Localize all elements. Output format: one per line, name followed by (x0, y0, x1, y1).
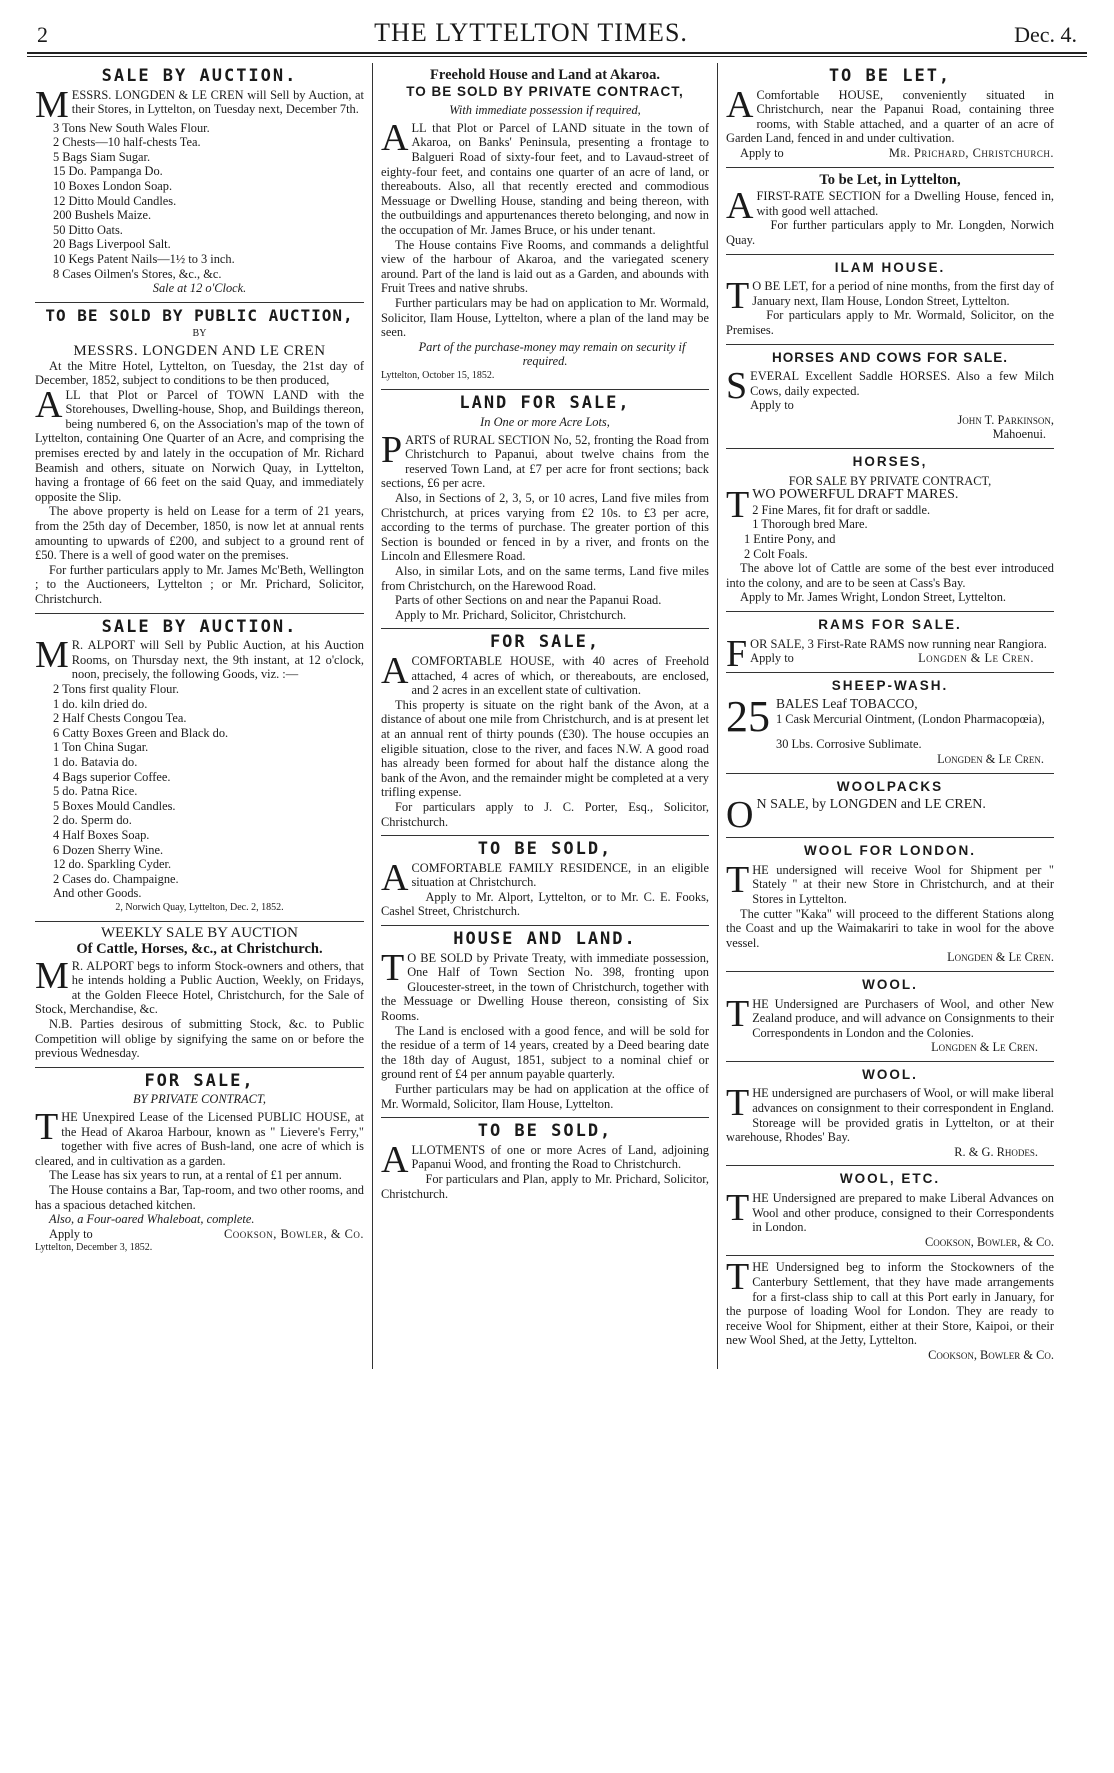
advert-body: The House contains a Bar, Tap-room, and two other rooms, and has a spacious detached kitchen. (35, 1182, 364, 1212)
advert-wool-etc (726, 1166, 1054, 1256)
advert-lead: WO POWERFUL DRAFT MARES. (752, 487, 959, 503)
advert-firm: Cookson, Bowler, & Co. (223, 1226, 364, 1241)
advert-heading: TO BE LET, (828, 66, 952, 86)
advert-body: R. ALPORT begs to inform Stock-owners and others, that he intends holding a Public Auction, Weekly, on Fridays, at the Golden Fleece Hotel, Christchurch, for the Sale of Stock, Merchandise, &c. (35, 958, 364, 1017)
advert-subheading: FOR SALE BY PRIVATE CONTRACT, (788, 473, 992, 488)
advert-line: 1 Cask Mercurial Ointment, (London Pharmacopœia), (776, 711, 1045, 726)
page-number: 2 (37, 22, 48, 47)
drop-cap: S (726, 365, 748, 408)
advert-footer: Sale at 12 o'Clock. (152, 281, 247, 296)
drop-cap: T (726, 858, 750, 901)
drop-cap: T (726, 484, 750, 527)
advert-body: Comfortable HOUSE, conveniently situated in Christchurch, near the Papanui Road, containing three rooms, with Stable attached, and a quarter of an acre of Garden Land, fenced in and under cultivation. (726, 87, 1054, 146)
list-item: 2 Chests—10 half-chests Tea. (53, 135, 201, 150)
advert-land-for-sale (381, 390, 709, 629)
advert-note: Part of the purchase-money may remain on security if required. (418, 339, 686, 369)
advert-heading: SALE BY AUCTION. (101, 616, 298, 637)
drop-cap: M (35, 634, 69, 677)
advert-location: Mahoenui. (992, 427, 1046, 442)
advert-body: LL that Plot or Parcel of LAND situate in the town of Akaroa, on Banks' Peninsula, presenting a frontage to Balgueri Road of sixty-four feet, and to Lavaud-street of eighty-four feet, and contains one quarter of an acre of land, or thereabouts. Also, all that recently erected and commodious Messuage or Dwelling House, standing and being thereon, with the outbuildings and appurtenances thereto belonging, and now in the occupation of Mr. James Bruce, or his under tenant. (381, 120, 709, 237)
advert-body: LL that Plot or Parcel of TOWN LAND with the Storehouses, Dwelling-house, Shop, and Buildings thereon, being numbered 6, on the Association's map of the town of Lyttelton, containing One Quarter of an Acre, and comprising the premises erected by and lately in the occupation of Mr. Richard Beamish and others, situate on Norwich Quay, in Lyttelton, having a frontage of 66 feet on the said Quay, and immediately opposite the Slip. (35, 387, 364, 504)
advert-heading: To be Let, in Lyttelton, (819, 171, 961, 188)
advert-heading: WOOL. (862, 1066, 918, 1082)
apply-label: Apply to (750, 651, 794, 666)
list-item: 1 Thorough bred Mare. (752, 517, 868, 532)
advert-heading: FOR SALE, (489, 632, 601, 653)
list-item: 1 Ton China Sugar. (53, 740, 149, 755)
advert-body: The Land is enclosed with a good fence, and will be sold for the residue of a term of 14 years, created by a Deed bearing date the 18th day of August, 1851, subject to a nominal chief or ground rent of £4 per annum payable quarterly. (381, 1023, 709, 1082)
advert-body: Also, in Sections of 2, 3, 5, or 10 acres, Land five miles from Christchurch, at prices varying from £2 10s. to £3 per acre, according to the terms of purchase. The greater portion of this Section is bounded or fenced in by a river, and fronts on the Lincoln and Ellesmere Road. (381, 491, 709, 564)
advert-contact: John T. Parkinson, (957, 412, 1054, 427)
advert-sheep-wash (726, 673, 1054, 774)
list-item: And other Goods. (53, 886, 142, 901)
advert-woolpacks (726, 774, 1054, 839)
advert-heading: LAND FOR SALE, (459, 393, 631, 414)
advert-firm: R. & G. Rhodes. (954, 1144, 1038, 1159)
list-item: 1 do. Batavia do. (53, 754, 138, 769)
advert-body: HE Undersigned are Purchasers of Wool, and other New Zealand produce, and will advance on Consignments to their Correspondents in London and the Colonies. (752, 996, 1054, 1040)
advert-house-and-land (381, 926, 709, 1118)
advert-subheading: TO BE SOLD BY PRIVATE CONTRACT, (406, 83, 684, 99)
drop-cap: T (35, 1106, 59, 1148)
advert-firm: Longden & Le Cren. (918, 651, 1034, 666)
advert-subheading: In One or more Acre Lots, (480, 415, 610, 430)
apply-label: Apply to (750, 398, 794, 413)
advert-horses-and-cows (726, 345, 1054, 450)
advert-body: ARTS of RURAL SECTION No, 52, fronting the Road from Christchurch to Papanui, about twelve chains from the reserved Town Land, at £7 per acre for front sections; back sections, £6 per acre. (381, 432, 709, 491)
drop-cap: A (381, 1138, 409, 1181)
advert-body: For particulars apply to Mr. Wormald, Solicitor, on the Premises. (726, 308, 1054, 337)
advert-body: The above lot of Cattle are some of the best ever introduced into the colony, and are to be seen at Cass's Bay. (726, 561, 1054, 590)
advert-heading: SALE BY AUCTION. (101, 66, 298, 86)
advert-venue: At the Mitre Hotel, Lyttelton, on Tuesday, the 21st day of December, 1852, subject to conditions to be then produced, (35, 358, 364, 388)
column-1 (27, 63, 372, 1369)
advert-horses (726, 449, 1054, 612)
list-item: 12 Ditto Mould Candles. (53, 193, 177, 208)
advert-firm: Longden & Le Cren. (937, 751, 1044, 766)
advert-body: The Lease has six years to run, at a rental of £1 per annum. (49, 1168, 342, 1183)
drop-cap: T (726, 275, 750, 318)
list-item: 12 do. Sparkling Cyder. (53, 857, 172, 872)
advert-heading: RAMS FOR SALE. (818, 617, 962, 632)
advert-body: For further particulars apply to Mr. James Mc'Beth, Wellington ; to the Auctioneers, Lyttelton ; or Mr. Prichard, Solicitor, Christchurch. (35, 562, 364, 606)
advert-subheading: Of Cattle, Horses, &c., at Christchurch. (76, 941, 323, 958)
advert-body: HE Unexpired Lease of the Licensed PUBLIC HOUSE, at the Head of Akaroa Harbour, known as " Lievere's Ferry," together with five acres of Bush-land, one acre of which is cleared, and in cultivation as a garden. (35, 1110, 364, 1168)
advert-heading: TO BE SOLD, (477, 839, 613, 860)
advert-for-sale-public-house (35, 1068, 364, 1262)
advert-public-auction-town-land (35, 303, 364, 614)
advert-heading: TO BE SOLD BY PUBLIC AUCTION, (45, 305, 354, 325)
list-item: 4 Half Boxes Soap. (53, 827, 150, 842)
advert-for-sale-house (381, 629, 709, 836)
advert-body: R. ALPORT will Sell by Public Auction, at his Auction Rooms, on Thursday next, the 9th instant, at 12 o'clock, noon, precisely, the following Goods, viz. :— (71, 638, 364, 682)
list-item: 15 Do. Pampanga Do. (53, 164, 163, 179)
list-item: 4 Bags superior Coffee. (53, 769, 171, 784)
advert-rams-for-sale (726, 612, 1054, 673)
drop-cap: A (726, 83, 754, 126)
advert-body: The above property is held on Lease for a term of 21 years, from the 25th day of December, 1850, is now let at annual rents amounting to upwards of £200, and subject to a ground rent of £50. There is a well of good water on the premises. (35, 504, 364, 563)
advert-akaroa-freehold (381, 63, 709, 390)
advert-body: EVERAL Excellent Saddle HORSES. Also a few Milch Cows, daily expected. (750, 369, 1054, 398)
advert-body: O BE LET, for a period of nine months, from the first day of January next, Ilam House, London Street, Lyttelton. (752, 279, 1054, 308)
advert-body: ESSRS. LONGDEN & LE CREN will Sell by Auction, at their Stores, in Lyttelton, on Tuesday next, December 7th. (71, 87, 364, 117)
advert-allotments (381, 1118, 709, 1207)
advert-heading: HORSES, (852, 454, 928, 470)
list-item: 50 Ditto Oats. (53, 222, 123, 237)
drop-cap: P (381, 428, 403, 471)
drop-cap: O (726, 794, 754, 837)
drop-cap: A (35, 383, 63, 426)
advert-body: Also, in similar Lots, and on the same terms, Land five miles from Christchurch, on the Harewood Road. (381, 564, 709, 593)
advert-heading: WOOL, ETC. (839, 1171, 941, 1187)
drop-cap: M (35, 83, 69, 126)
list-item: 5 Bags Siam Sugar. (53, 149, 151, 164)
advert-heading: FOR SALE, (144, 1070, 255, 1091)
advert-to-be-let-house (726, 63, 1054, 168)
advert-body: LLOTMENTS of one or more Acres of Land, adjoining Papanui Wood, and fronting the Road to Christchurch. (411, 1142, 709, 1172)
advert-body: For particulars and Plan, apply to Mr. Prichard, Solicitor, Christchurch. (381, 1171, 709, 1201)
advert-heading: WOOL. (862, 976, 918, 992)
list-item: 1 Entire Pony, and (744, 532, 836, 547)
advert-to-be-let-lyttelton (726, 168, 1054, 255)
advert-body: This property is situate on the right bank of the Avon, at a distance of about one mile from Christchurch, and is at present let at an annual rent of thirty pounds (£30). The house occupies an eligible situation, close to the river, and faces N.W. A good road has already been formed for about half the distance along the bank of the Avon, and the remainder might be completed at a very trifling expense. (381, 697, 709, 800)
list-item: 2 Half Chests Congou Tea. (53, 711, 187, 726)
advert-body: COMFORTABLE HOUSE, with 40 acres of Freehold attached, 4 acres of which, or thereabouts, are enclosed, and 2 acres in an excellent state of cultivation. (411, 653, 709, 698)
advert-footer: 2, Norwich Quay, Lyttelton, Dec. 2, 1852. (115, 901, 284, 913)
list-item: 20 Bags Liverpool Salt. (53, 237, 171, 252)
advert-line: 30 Lbs. Corrosive Sublimate. (776, 737, 922, 752)
advert-heading: SHEEP-WASH. (831, 677, 949, 693)
drop-cap: T (381, 946, 405, 989)
advert-heading: WEEKLY SALE BY AUCTION (101, 925, 298, 942)
advert-body: Further particulars may be had on application at the office of Mr. Wormald, Solicitor, Ilam House, Lyttelton. (381, 1082, 709, 1111)
issue-date: Dec. 4. (1014, 22, 1077, 47)
advert-body: O BE SOLD by Private Treaty, with immediate possession, One Half of Town Section No. 398, fronting upon Gloucester-street, in the town of Christchurch, together with the Messuage or Dwelling House thereon, consisting of Six Rooms. (381, 950, 709, 1024)
list-item: 10 Kegs Patent Nails—1½ to 3 inch. (53, 251, 235, 266)
advert-weekly-sale (35, 922, 364, 1067)
advert-sale-by-auction-longden (35, 63, 364, 303)
advert-body: HE Undersigned are prepared to make Liberal Advances on Wool and other produce, consigned to their Correspondents in London. (752, 1191, 1054, 1235)
advert-family-residence (381, 836, 709, 926)
drop-cap: A (381, 116, 409, 159)
advert-firm: Longden & Le Cren. (931, 1040, 1038, 1055)
advert-body: Further particulars may be had on application to Mr. Wormald, Solicitor, Ilam House, Lyttelton, where a plan of the land may be seen. (381, 295, 709, 340)
list-item: 2 Tons first quality Flour. (53, 681, 179, 696)
advert-body: For further particulars apply to Mr. Longden, Norwich Quay. (726, 218, 1054, 247)
list-item: 2 do. Sperm do. (53, 813, 132, 828)
list-item: 10 Boxes London Soap. (53, 178, 173, 193)
advert-heading: ILAM HOUSE. (834, 259, 946, 275)
list-item: 6 Catty Boxes Green and Black do. (53, 725, 229, 740)
column-3 (717, 63, 1062, 1369)
advert-body: HE undersigned will receive Wool for Shipment per " Stately " at their new Store in Christchurch, and at their Stores in Lyttelton. (752, 862, 1054, 906)
list-item: 2 Colt Foals. (744, 546, 808, 561)
advert-wool-rhodes (726, 1062, 1054, 1167)
list-item: 5 Boxes Mould Candles. (53, 798, 176, 813)
advert-body: N SALE, by LONGDEN and LE CREN. (756, 797, 986, 813)
advert-body: Parts of other Sections on and near the Papanui Road. (395, 593, 662, 608)
drop-cap: T (726, 1187, 750, 1230)
advert-firm: Longden & Le Cren. (947, 950, 1054, 965)
newspaper-title: THE LYTTELTON TIMES. (374, 18, 688, 47)
advert-wool-for-london (726, 838, 1054, 972)
advert-firm: MESSRS. LONGDEN AND LE CREN (73, 342, 326, 359)
big-number: 25 (726, 692, 770, 742)
newspaper-page (27, 0, 1087, 1369)
advert-ilam-house (726, 255, 1054, 345)
advert-footer: Lyttelton, October 15, 1852. (381, 369, 495, 381)
advert-body: The House contains Five Rooms, and commands a delightful view of the harbour of Akaroa, and the variegated scenery around. Part of the land is laid out as a Garden, and abounds with Fruit Trees and native shrubs. (381, 237, 709, 296)
advert-heading: HORSES AND COWS FOR SALE. (771, 349, 1008, 365)
advert-wool-shipment (726, 1256, 1054, 1368)
drop-cap: T (726, 1082, 750, 1125)
advert-body: OR SALE, 3 First-Rate RAMS now running near Rangiora. (750, 636, 1047, 651)
advert-body: HE Undersigned beg to inform the Stockowners of the Canterbury Settlement, that they have made arrangements for a first-class ship to call at this Port early in January, for the purpose of loading Wool for London. They are ready to receive Wool for Shipment, either at their Store, Kaipoi, or their new Wool Shed, at the Jetty, Lyttelton. (726, 1260, 1054, 1348)
advert-heading: WOOL FOR LONDON. (804, 843, 976, 859)
drop-cap: T (726, 992, 750, 1035)
advert-body: HE undersigned are purchasers of Wool, or will make liberal advances on consignment to their correspondent in England. Storeage will be provided gratis in Lyttelton, or at their warehouse, Rhodes' Bay. (726, 1086, 1054, 1145)
advert-body: COMFORTABLE FAMILY RESIDENCE, in an eligible situation at Christchurch. (411, 860, 709, 890)
advert-heading: TO BE SOLD, (477, 1121, 613, 1142)
advert-heading: Freehold House and Land at Akaroa. (430, 67, 660, 83)
drop-cap: F (726, 632, 748, 675)
apply-label: Apply to (740, 145, 784, 160)
list-item: 6 Dozen Sherry Wine. (53, 842, 164, 857)
list-item: 3 Tons New South Wales Flour. (53, 120, 210, 135)
advert-body: FIRST-RATE SECTION for a Dwelling House, fenced in, with good well attached. (756, 189, 1054, 218)
column-2 (372, 63, 717, 1369)
advert-firm: Cookson, Bowler & Co. (928, 1347, 1054, 1362)
advert-body: N.B. Parties desirous of submitting Stock, &c. to Public Competition will oblige by signifying the same on or before the previous Wednesday. (35, 1017, 364, 1061)
advert-body: Apply to Mr. James Wright, London Street, Lyttelton. (740, 590, 1006, 605)
list-item: 5 do. Patna Rice. (53, 784, 138, 799)
advert-body: Also, a Four-oared Whaleboat, complete. (49, 1212, 255, 1227)
list-item: 8 Cases Oilmen's Stores, &c., &c. (53, 266, 222, 281)
drop-cap: M (35, 954, 69, 997)
advert-subheading: With immediate possession if required, (449, 103, 641, 118)
advert-footer: Lyttelton, December 3, 1852. (35, 1242, 153, 1254)
advert-wool-purchasers (726, 972, 1054, 1062)
advert-firm: Cookson, Bowler, & Co. (924, 1234, 1054, 1249)
list-item: 1 do. kiln dried do. (53, 696, 148, 711)
advert-sale-by-auction-alport (35, 614, 364, 923)
drop-cap: T (726, 1256, 750, 1299)
drop-cap: A (726, 185, 754, 228)
advert-heading: WOOLPACKS (836, 778, 944, 794)
drop-cap: A (381, 856, 409, 899)
advert-body: The cutter "Kaka" will proceed to the different Stations along the Coast and up the Waimakariri to take in wool for the above vessel. (726, 906, 1054, 950)
advert-line: BALES Leaf TOBACCO, (776, 696, 918, 712)
advert-body: For particulars apply to J. C. Porter, Esq., Solicitor, Christchurch. (381, 799, 709, 829)
advert-subheading: BY PRIVATE CONTRACT, (133, 1092, 266, 1107)
advert-by: BY (192, 328, 207, 340)
advert-body: Apply to Mr. Alport, Lyttelton, or to Mr. C. E. Fooks, Cashel Street, Christchurch. (381, 889, 709, 919)
masthead (27, 18, 1087, 54)
advert-contact: Mr. Prichard, Christchurch. (888, 145, 1054, 160)
advert-body: Apply to Mr. Prichard, Solicitor, Christchurch. (395, 607, 627, 622)
advert-heading: HOUSE AND LAND. (453, 929, 637, 950)
apply-label: Apply to (49, 1226, 93, 1241)
list-item: 200 Bushels Maize. (53, 208, 152, 223)
list-item: 2 Fine Mares, fit for draft or saddle. (752, 502, 931, 517)
drop-cap: A (381, 649, 409, 692)
list-item: 2 Cases do. Champaigne. (53, 871, 179, 886)
